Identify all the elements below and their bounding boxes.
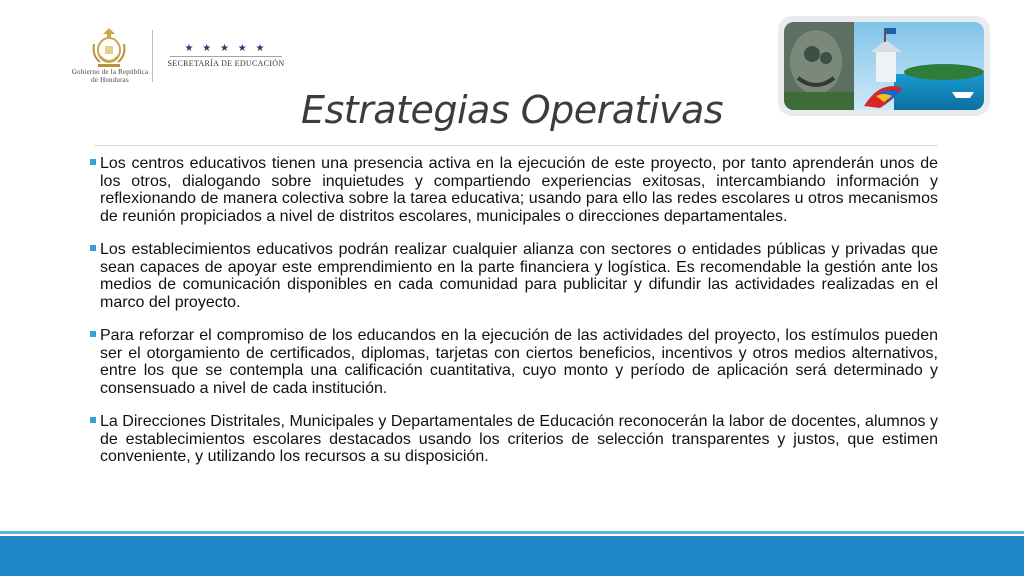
square-bullet-icon <box>90 245 96 251</box>
slide-title: Estrategias Operativas <box>300 88 724 132</box>
title-divider <box>94 145 938 146</box>
logo-divider <box>152 30 153 82</box>
list-item <box>88 155 938 225</box>
government-logo <box>68 26 154 88</box>
list-item <box>88 413 938 466</box>
footer-band <box>0 536 1024 576</box>
secretaria-text: SECRETARÍA DE EDUCACIÓN <box>167 59 285 68</box>
coat-of-arms-icon <box>88 26 130 70</box>
secretaria-rule <box>170 56 282 57</box>
bullet-text: Los establecimientos educativos podrán realizar cualquier alianza con sectores o entidades públicas y privadas que sean capaces de apoyar este emprendimiento en la parte financiera y logística. Es recomendable la gestión ante los medios de comunicación disponibles en cada comunidad para publicitar y difundir las actividades realizadas en el marco del proyecto. <box>100 241 938 311</box>
stars-icon: ★ ★ ★ ★ ★ <box>184 43 268 54</box>
government-logo-text: Gobierno de la República de Honduras <box>71 68 149 84</box>
square-bullet-icon <box>90 417 96 423</box>
bullet-list <box>88 155 938 482</box>
bullet-text: La Direcciones Distritales, Municipales y Departamentales de Educación reconocerán la labor de docentes, alumnos y de establecimientos escolares destacados usando los criterios de selección transparentes y justos, que estimen conveniente, y utilizando los recursos a su disposición. <box>100 413 938 465</box>
square-bullet-icon <box>90 331 96 337</box>
square-bullet-icon <box>90 159 96 165</box>
list-item <box>88 327 938 397</box>
bullet-text: Los centros educativos tienen una presencia activa en la ejecución de este proyecto, por tanto aprenderán unos de los otros, dialogando sobre inquietudes y compartiendo experiencias exitosas, intercambiando información y reflexionando de manera colectiva sobre la tarea educativa; usando para ello las redes escolares u otros mecanismos de reunión propiciados a nivel de distritos escolares, municipales o direcciones departamentales. <box>100 155 938 225</box>
footer-accent-line <box>0 531 1024 534</box>
bullet-text: Para reforzar el compromiso de los educandos en la ejecución de las actividades del proyecto, los estímulos pueden ser el otorgamiento de certificados, diplomas, tarjetas con ciertos beneficios, incentivos y otros medios alternativos, entre los que se contempla una calificación cuantitativa, cuyo monto y período de aplicación será determinado y consensuado a nivel de cada institución. <box>100 327 938 397</box>
list-item <box>88 241 938 311</box>
secretaria-logo <box>166 44 286 72</box>
